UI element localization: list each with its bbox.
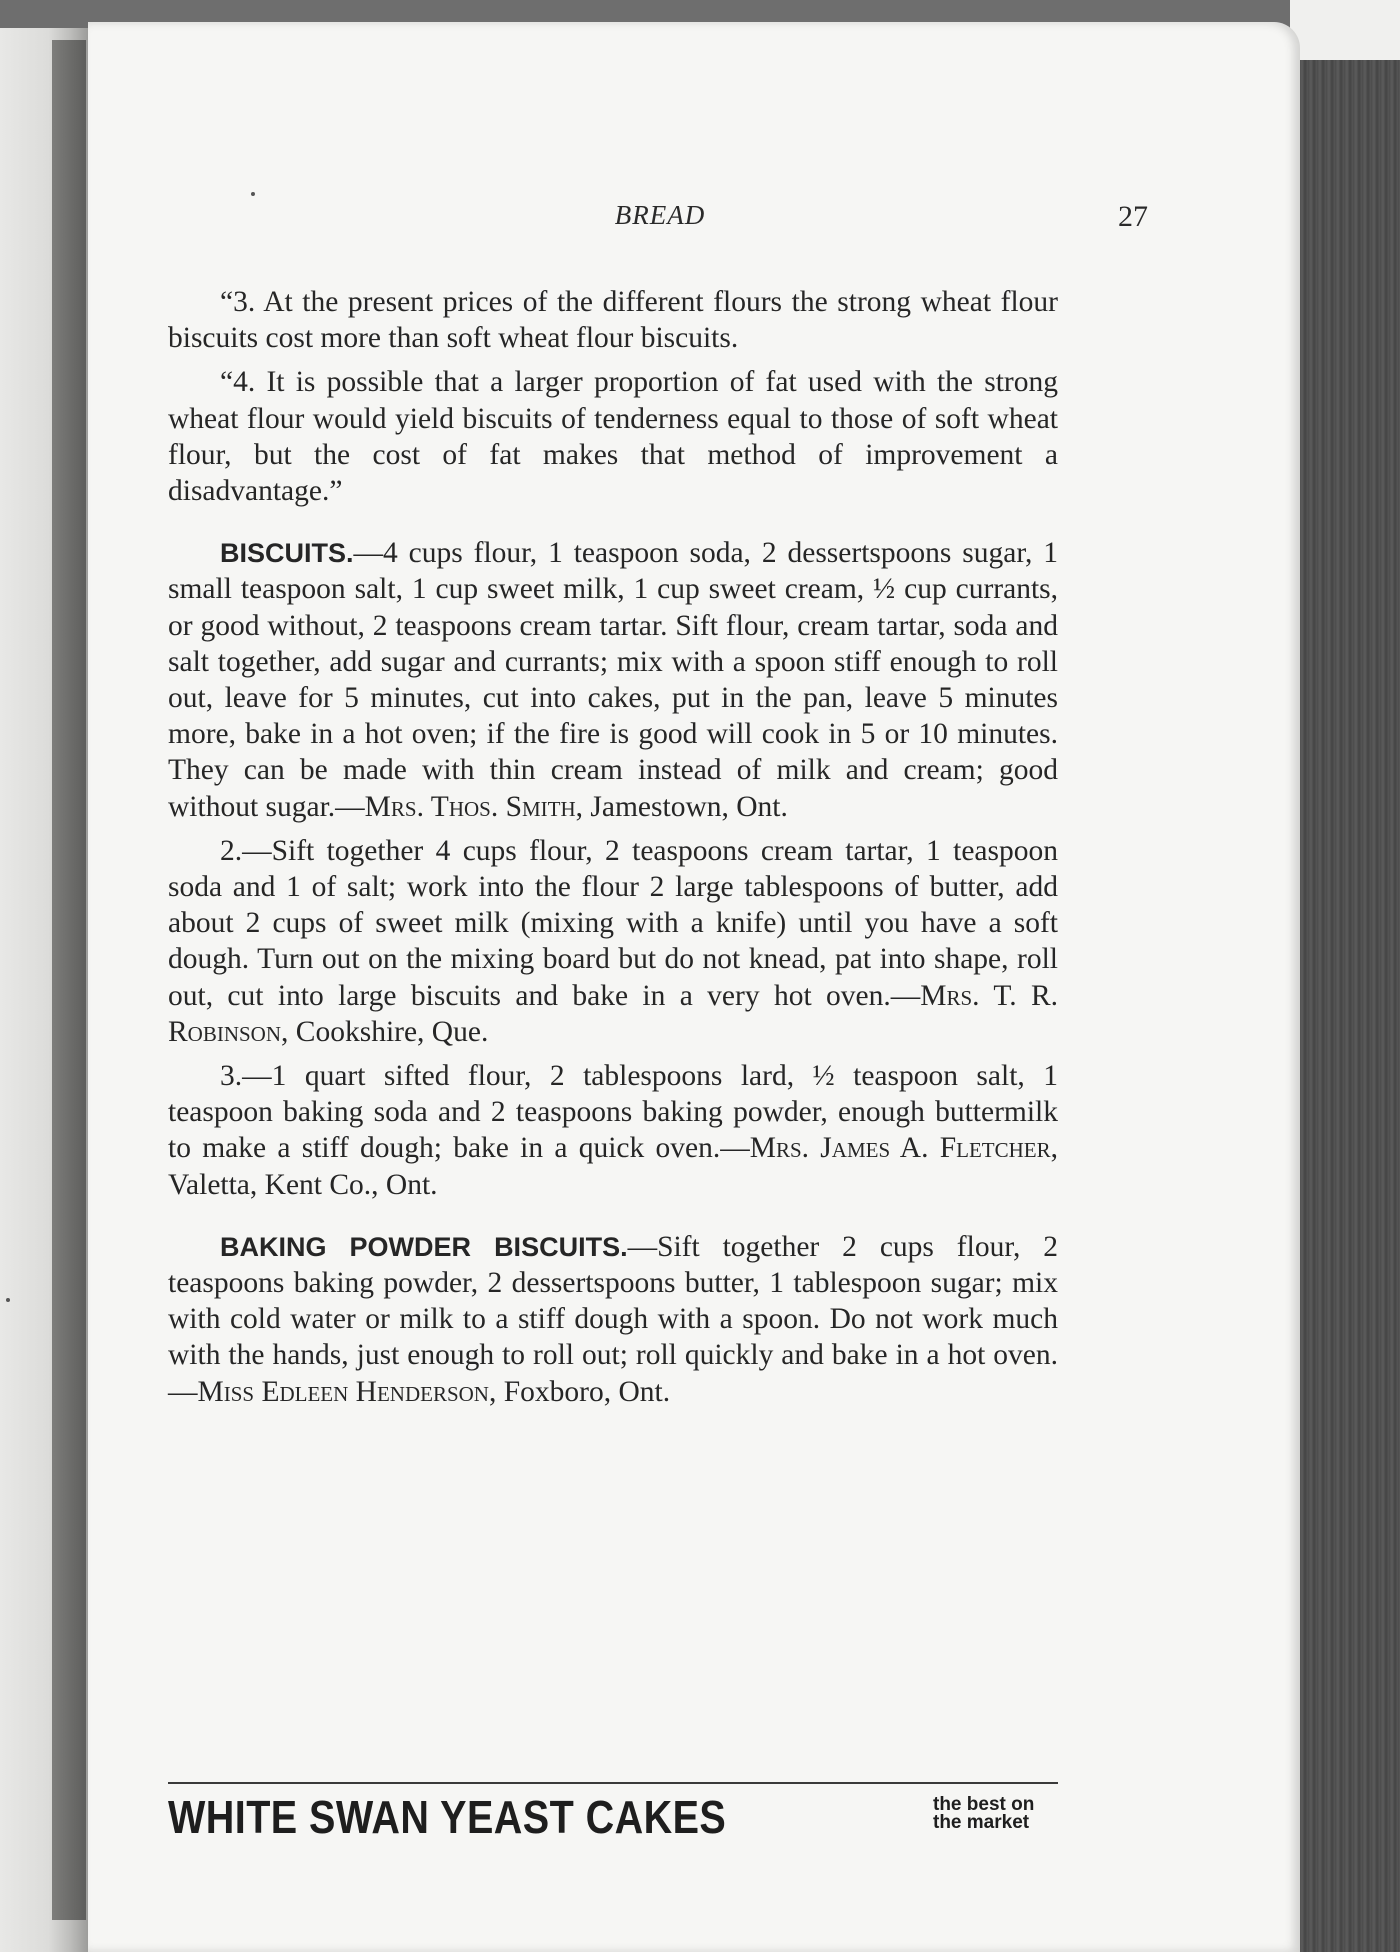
book-page-edges	[1290, 0, 1400, 1952]
quote-paragraph-4: “4. It is possible that a larger proportion of fat used with the strong wheat flour would yield biscuits of tenderness equal to those of soft wheat flour, but the cost of fat makes that method of improvement a disadvantage.”	[168, 366, 1058, 508]
recipe-text: —Sift together 2 cups flour, 2 teaspoons baking powder, 2 dessertspoons butter, 1 tablespoon sugar; mix with cold water or milk to a stiff dough with a spoon. Do not work much with the hands, just enough to roll out; roll quickly and bake in a hot oven.—	[168, 1230, 1058, 1408]
recipe-text: —4 cups flour, 1 teaspoon soda, 2 dessertspoons sugar, 1 small teaspoon salt, 1 cup sweet milk, 1 cup sweet cream, ½ cup currants, or good without, 2 teaspoons cream tartar. Sift flour, cream tartar, soda and salt together, add sugar and currants; mix with a spoon stiff enough to roll out, leave for 5 minutes, cut into cakes, put in the pan, leave 5 minutes more, bake in a hot oven; if the fire is good will cook in 5 or 10 minutes. They can be made with thin cream instead of milk and cream; good without sugar.—	[168, 537, 1058, 823]
recipe-biscuits-3	[168, 1058, 1058, 1203]
page-number: 27	[1118, 200, 1148, 233]
book-page	[88, 22, 1300, 1952]
running-head: BREAD	[614, 200, 706, 230]
recipe-place: , Foxboro, Ont.	[488, 1375, 671, 1408]
ad-tagline: the best on the market	[933, 1794, 1035, 1833]
recipe-title: BAKING POWDER BISCUITS.	[220, 1231, 628, 1262]
recipe-text: 3.—1 quart sifted flour, 2 tablespoons lard, ½ teaspoon salt, 1 teaspoon baking soda and 2 teaspoons baking powder, enough buttermilk to make a stiff dough; bake in a quick oven.—	[168, 1060, 1058, 1165]
recipe-text: 2.—Sift together 4 cups flour, 2 teaspoons cream tartar, 1 teaspoon soda and 1 of salt; work into the flour 2 large tablespoons of butter, add about 2 cups of sweet milk (mixing with a knife) until you have a soft dough. Turn out on the mixing board but do not knead, pat into shape, roll out, cut into large biscuits and bake in a very hot oven.—	[168, 834, 1058, 1012]
recipe-place: , Cookshire, Que.	[281, 1015, 489, 1048]
page-body	[168, 284, 1058, 1410]
recipe-author: Mrs. Thos. Smith	[364, 790, 576, 823]
recipe-title: BISCUITS.	[220, 538, 354, 569]
footer-advertisement	[168, 1790, 1058, 1850]
recipe-author: Mrs. James A. Fletcher	[749, 1132, 1051, 1165]
quote-paragraph-3: “3. At the present prices of the different flours the strong wheat flour biscuits cost more than soft wheat flour biscuits.	[168, 286, 1058, 355]
speck	[251, 192, 255, 196]
speck	[6, 1298, 10, 1302]
page-header	[172, 200, 1148, 244]
recipe-biscuits	[168, 535, 1058, 825]
left-page-shadow	[52, 40, 86, 1920]
recipe-place: , Jamestown, Ont.	[575, 790, 788, 823]
background-top-right	[1290, 0, 1400, 60]
recipe-baking-powder-biscuits	[168, 1229, 1058, 1410]
recipe-biscuits-2	[168, 833, 1058, 1050]
recipe-author: Miss Edleen Henderson	[197, 1375, 489, 1408]
recipe-place: , Valetta, Kent Co., Ont.	[168, 1132, 1058, 1201]
ad-headline: WHITE SWAN YEAST CAKES	[168, 1791, 727, 1843]
footer-rule	[168, 1782, 1058, 1784]
recipe-author: Mrs. T. R. Robinson	[168, 979, 1058, 1048]
